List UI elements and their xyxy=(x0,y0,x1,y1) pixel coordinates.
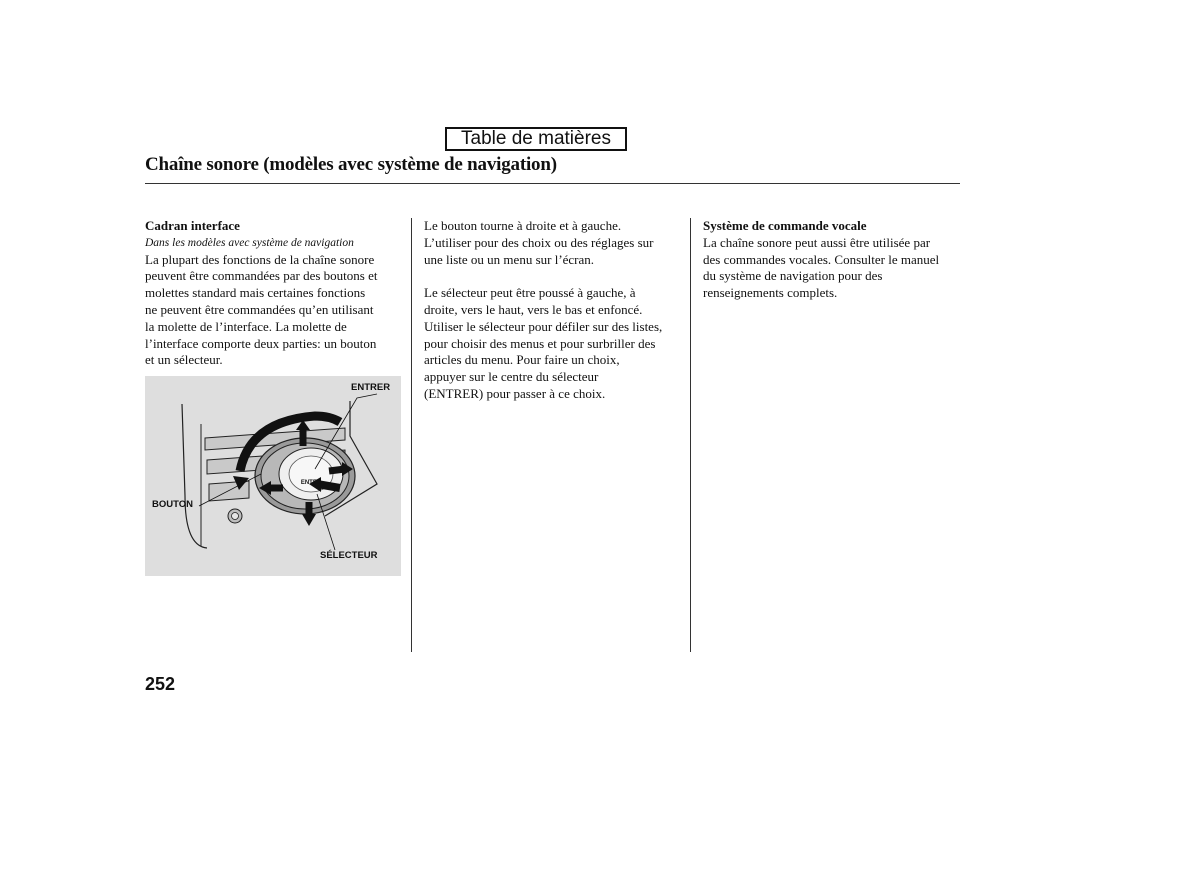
body-line: La chaîne sonore peut aussi être utilisée par xyxy=(703,234,931,250)
body-line: l’interface comporte deux parties: un bouton xyxy=(145,335,377,351)
bouton-leader-line xyxy=(199,474,261,506)
selecteur-label: SÉLECTEUR xyxy=(320,550,378,561)
column-divider-1 xyxy=(411,218,412,652)
table-of-contents-link[interactable]: Table de matières xyxy=(445,127,627,151)
body-line: articles du menu. Pour faire un choix, xyxy=(424,352,620,368)
down-arrow-head xyxy=(302,514,316,526)
section-heading-voice-control: Système de commande vocale xyxy=(703,218,867,233)
body-line: du système de navigation pour des xyxy=(703,268,883,284)
body-line: pour choisir des menus et pour surbriller des xyxy=(424,335,656,351)
column-divider-2 xyxy=(690,218,691,652)
body-line: peuvent être commandées par des boutons et xyxy=(145,268,378,284)
interface-dial-illustration xyxy=(145,376,401,576)
column-voice-control xyxy=(703,218,965,302)
section-subtitle: Dans les modèles avec système de navigation xyxy=(145,236,354,249)
bouton-label: BOUTON xyxy=(152,499,193,510)
body-line: droite, vers le haut, vers le bas et enfoncé. xyxy=(424,301,643,317)
body-line: des commandes vocales. Consulter le manuel xyxy=(703,251,940,267)
body-line: Le sélecteur peut être poussé à gauche, à xyxy=(424,285,636,301)
knob-enter-label: ENTER xyxy=(300,480,322,486)
small-button-center xyxy=(232,513,239,520)
page-number: 252 xyxy=(145,674,176,694)
body-line: La plupart des fonctions de la chaîne sonore xyxy=(145,251,375,267)
body-line: Utiliser le sélecteur pour défiler sur des listes, xyxy=(424,318,663,334)
body-line: ne peuvent être commandées qu’en utilisant xyxy=(145,301,374,317)
body-line: (ENTRER) pour passer à ce choix. xyxy=(424,385,606,401)
column-interface-dial xyxy=(145,218,407,369)
body-line: et un sélecteur. xyxy=(145,352,223,368)
page-title: Chaîne sonore (modèles avec système de navigation) xyxy=(145,154,557,175)
body-line: une liste ou un menu sur l’écran. xyxy=(424,251,595,267)
title-rule xyxy=(145,183,960,184)
entrer-label: ENTRER xyxy=(351,382,391,393)
section-heading-interface-dial: Cadran interface xyxy=(145,218,240,233)
console-outline xyxy=(182,404,207,548)
column-knob-usage xyxy=(424,218,686,403)
body-line: la molette de l’interface. La molette de xyxy=(145,318,347,334)
body-line: Le bouton tourne à droite et à gauche. xyxy=(424,218,622,233)
dial-drawing xyxy=(145,376,401,576)
body-line: L’utiliser pour des choix ou des réglages sur xyxy=(424,234,654,250)
body-line: renseignements complets. xyxy=(703,285,838,301)
body-line: molettes standard mais certaines fonctions xyxy=(145,285,366,301)
body-line: appuyer sur le centre du sélecteur xyxy=(424,369,599,385)
